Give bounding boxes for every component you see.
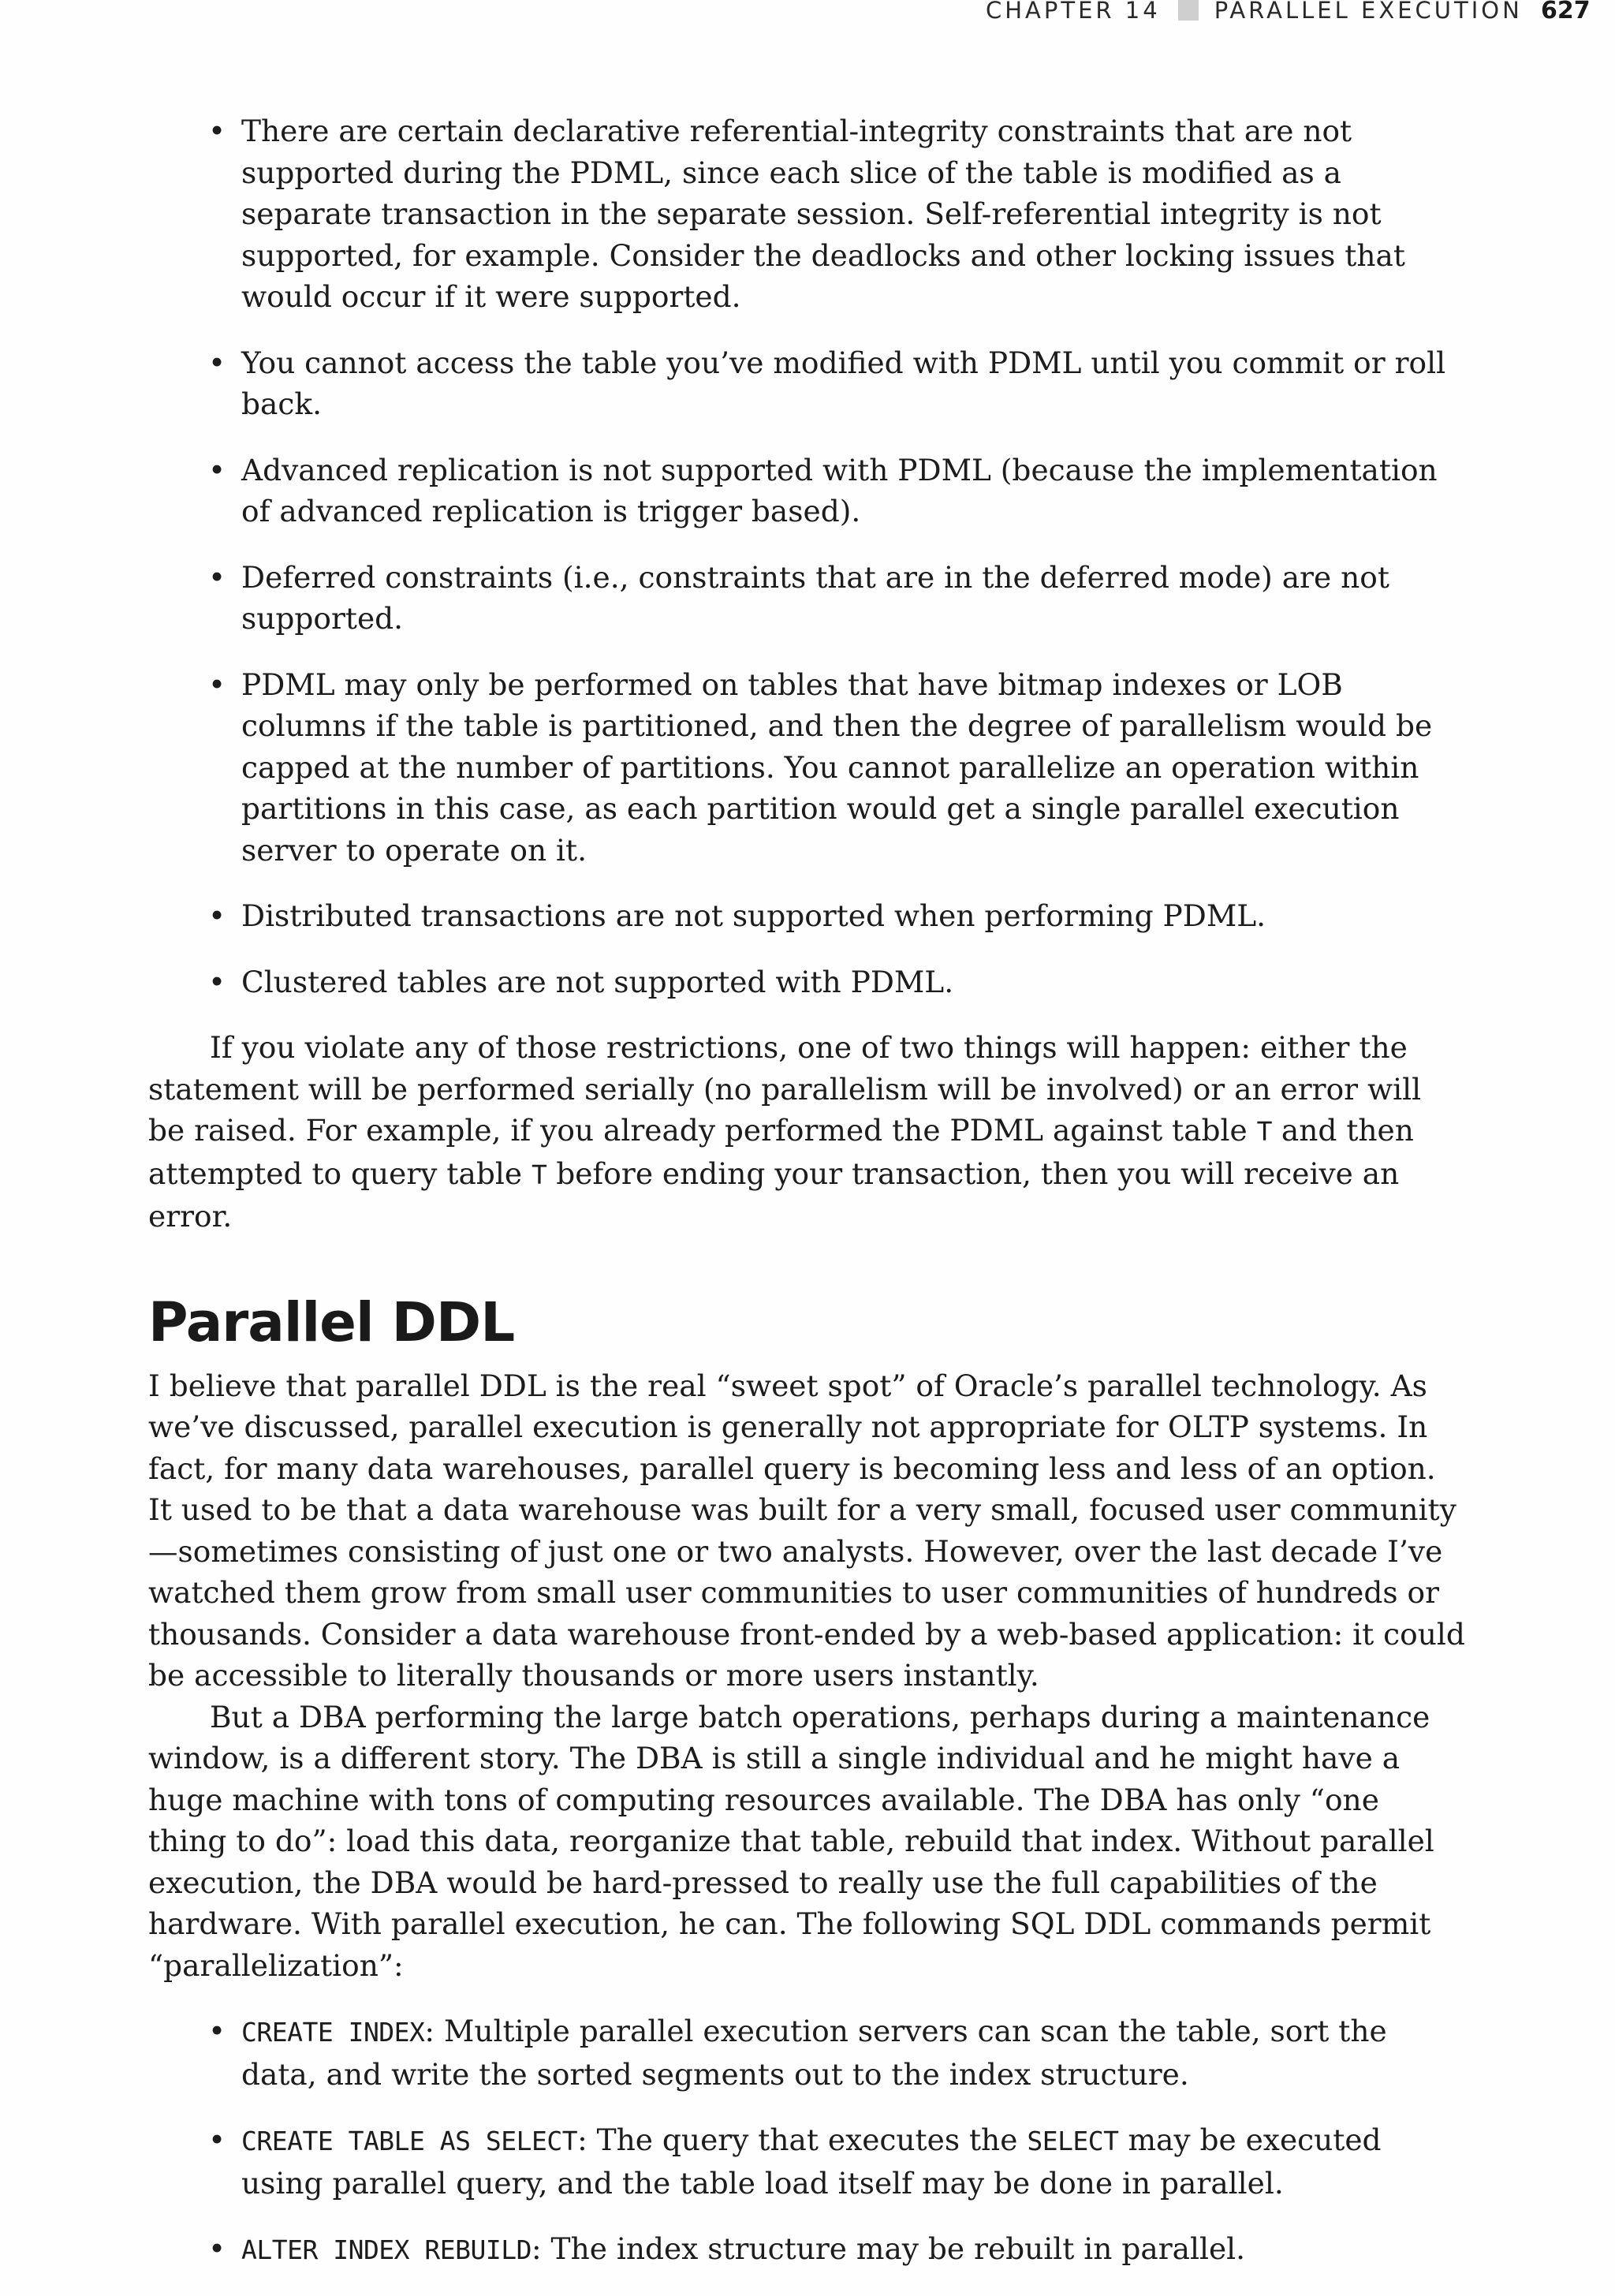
list-item — [148, 557, 1467, 640]
list-item — [148, 664, 1467, 872]
list-item-text: Deferred constraints (i.e., constraints that are in the deferred mode) are not supported. — [241, 559, 1389, 636]
list-item-text: There are certain declarative referential-integrity constraints that are not supported during the PDML, since each slice of the table is modified as a separate transaction in the separate session. Self-referential integrity is not supported, for example. Consider the deadlocks and other locking issues that would occur if it were supported. — [241, 114, 1405, 314]
list-item-text: : The index structure may be rebuilt in parallel. — [531, 2231, 1246, 2266]
list-item — [148, 2010, 1467, 2095]
inline-code: SELECT — [1027, 2126, 1119, 2156]
page-body — [148, 110, 1467, 2296]
bullet-icon: • — [208, 559, 226, 595]
pdml-restrictions-list — [148, 110, 1467, 1002]
inline-code: CREATE TABLE AS SELECT — [241, 2126, 578, 2156]
bullet-icon: • — [208, 452, 226, 487]
chapter-title: PARALLEL EXECUTION — [1214, 0, 1523, 24]
header-separator-square — [1178, 0, 1199, 21]
bullet-icon: • — [208, 964, 226, 999]
bullet-icon: • — [208, 898, 226, 933]
dba-paragraph: But a DBA performing the large batch operations, perhaps during a maintenance window, is a different story. The DBA is still a single individual and he might have a huge machine with tons of computing resources available. The DBA has only “one thing to do”: load this data, reorganize that table, rebuild that index. Without parallel execution, the DBA would be hard-pressed to really use the full capabilities of the hardware. With parallel execution, he can. The following SQL DDL commands permit “parallelization”: — [148, 1699, 1434, 1983]
running-header — [0, 0, 1615, 27]
list-item — [148, 342, 1467, 425]
list-item — [148, 895, 1467, 937]
inline-code: CREATE INDEX — [241, 2017, 425, 2048]
bullet-icon: • — [208, 114, 226, 148]
paragraph-text: and then attempted to query table — [148, 1113, 1414, 1191]
list-item-text: Advanced replication is not supported with PDML (because the implementation of advanced replication is trigger based). — [241, 452, 1438, 528]
list-item-text: : The query that executes the — [577, 2122, 1028, 2157]
intro-paragraph: I believe that parallel DDL is the real “sweet spot” of Oracle’s parallel technology. As we’ve discussed, parallel execution is generally not appropriate for OLTP systems. In fact, for many data warehouses, parallel query is becoming less and less of an option. It used to be that a data warehouse was built for a very small, focused user community—sometimes consisting of just one or two analysts. However, over the last decade I’ve watched them grow from small user communities to user communities of hundreds or thousands. Consider a data warehouse front-ended by a web-based application: it could be accessible to literally thousands or more users instantly. — [148, 1368, 1465, 1693]
paragraph-text: before ending your transaction, then you will receive an error. — [148, 1155, 1400, 1234]
bullet-icon: • — [208, 2231, 226, 2266]
inline-code: ALTER INDEX REBUILD — [241, 2234, 531, 2265]
page-number: 627 — [1541, 0, 1591, 24]
bullet-icon: • — [208, 2014, 226, 2048]
bullet-icon: • — [208, 2122, 226, 2157]
inline-code: T — [531, 1159, 547, 1190]
ddl-commands-list — [148, 2010, 1467, 2272]
list-item-text: You cannot access the table you’ve modified with PDML until you commit or roll back. — [241, 345, 1446, 421]
chapter-label: CHAPTER 14 — [986, 0, 1161, 24]
violation-paragraph — [148, 1027, 1467, 1238]
list-item — [148, 961, 1467, 1003]
list-item — [148, 2228, 1467, 2272]
bullet-icon: • — [208, 666, 226, 702]
list-item-text: Distributed transactions are not supported when performing PDML. — [241, 898, 1266, 933]
list-item — [148, 450, 1467, 532]
list-item — [148, 2119, 1467, 2204]
running-header-text — [986, 0, 1523, 24]
paragraph-text: If you violate any of those restrictions, one of two things will happen: either the statement will be performed serially (no parallelism will be involved) or an error will be raised. For example, if you already performed the PDML against table — [148, 1030, 1422, 1148]
list-item-text: may be executed using parallel query, and the table load itself may be done in parallel. — [241, 2122, 1382, 2201]
list-item — [148, 110, 1467, 318]
inline-code: T — [1256, 1116, 1272, 1147]
list-item-text: : Multiple parallel execution servers can scan the table, sort the data, and write the sorted segments out to the index structure. — [241, 2014, 1387, 2092]
bullet-icon: • — [208, 345, 226, 380]
section-heading: Parallel DDL — [148, 1290, 515, 1354]
list-item-text: Clustered tables are not supported with PDML. — [241, 964, 954, 999]
list-item-text: PDML may only be performed on tables that have bitmap indexes or LOB columns if the table is partitioned, and then the degree of parallelism would be capped at the number of partitions. You cannot parallelize an operation within partitions in this case, as each partition would get a single parallel execution server to operate on it. — [241, 666, 1433, 868]
